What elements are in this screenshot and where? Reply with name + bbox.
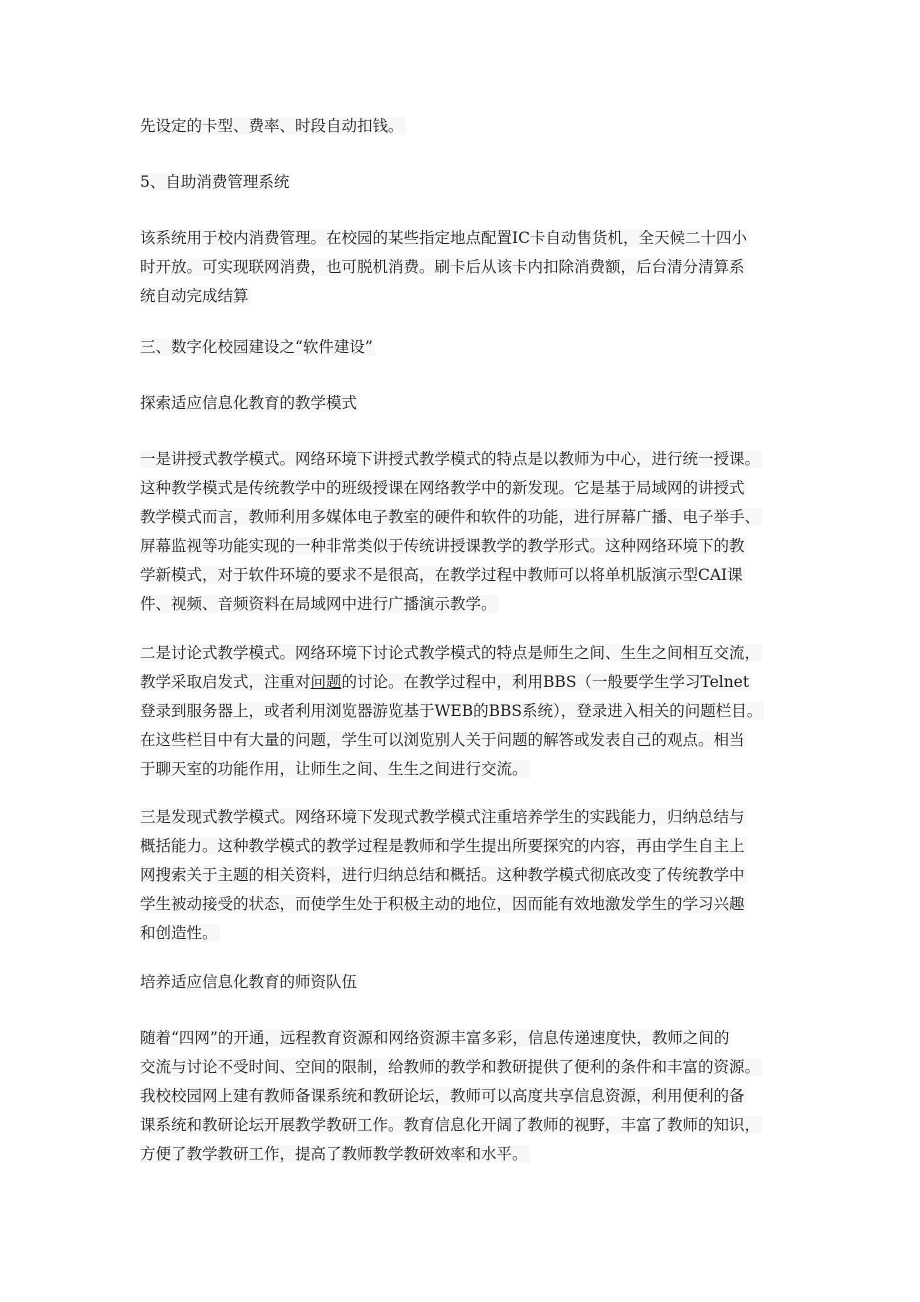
text-line: 学生被动接受的状态，而使学生处于积极主动的地位，因而能有效地激发学生的学习兴趣: [140, 895, 745, 913]
text-line: 在这些栏目中有大量的问题，学生可以浏览别人关于问题的解答或发表自己的观点。相当: [140, 731, 745, 749]
paragraph-teacher-team: [140, 1024, 800, 1169]
subheading-teacher-team: [140, 968, 800, 997]
text-line: 概括能力。这种教学模式的教学过程是教师和学生提出所要探究的内容，再由学生自主上: [140, 837, 745, 855]
paragraph-discussion-mode: [140, 639, 800, 784]
paragraph-self-service: [140, 224, 800, 311]
text-line: 方便了教学教研工作，提高了教师教学教研效率和水平。: [140, 1145, 528, 1163]
text-line: 随着“四网”的开通，远程教育资源和网络资源丰富多彩，信息传递速度快，教师之间的: [140, 1029, 730, 1047]
text-line: 时开放。可实现联网消费，也可脱机消费。刷卡后从该卡内扣除消费额，后台清分清算系: [140, 258, 745, 276]
problem-link[interactable]: 问题: [310, 673, 342, 691]
text-line: 屏幕监视等功能实现的一种非常类似于传统讲授课教学的教学形式。这种网络环境下的教: [140, 537, 745, 555]
text-line: 件、视频、音频资料在局域网中进行广播演示教学。: [140, 595, 497, 613]
text-line: [140, 673, 751, 691]
text-line: 探索适应信息化教育的教学模式: [140, 394, 358, 412]
text-line: 登录到服务器上，或者利用浏览器游览基于WEB的BBS系统），登录进入相关的问题栏目。: [140, 702, 763, 720]
paragraph-continuation: [140, 112, 800, 141]
text-line: 5、自助消费管理系统: [140, 173, 290, 191]
text-segment: 教学采取启发式，注重对: [140, 673, 311, 691]
chapter-heading-software: [140, 333, 800, 362]
text-line: 我校校园网上建有教师备课系统和教研论坛，教师可以高度共享信息资源，利用便利的备: [140, 1087, 745, 1105]
text-line: 培养适应信息化教育的师资队伍: [140, 973, 358, 991]
text-line: 学新模式，对于软件环境的要求不是很高，在教学过程中教师可以将单机版演示型CAI课: [140, 566, 743, 584]
text-line: 先设定的卡型、费率、时段自动扣钱。: [140, 117, 404, 135]
text-line: 课系统和教研论坛开展教学教研工作。教育信息化开阔了教师的视野，丰富了教师的知识，: [140, 1116, 761, 1134]
text-line: 于聊天室的功能作用，让师生之间、生生之间进行交流。: [140, 760, 528, 778]
text-line: 网搜索关于主题的相关资料，进行归纳总结和概括。这种教学模式彻底改变了传统教学中: [140, 866, 745, 884]
section-heading-self-service: [140, 168, 800, 197]
text-line: 二是讨论式教学模式。网络环境下讨论式教学模式的特点是师生之间、生生之间相互交流，: [140, 644, 761, 662]
text-line: 交流与讨论不受时间、空间的限制，给教师的教学和教研提供了便利的条件和丰富的资源。: [140, 1058, 761, 1076]
text-line: 三是发现式教学模式。网络环境下发现式教学模式注重培养学生的实践能力，归纳总结与: [140, 808, 745, 826]
text-line: 统自动完成结算: [140, 287, 249, 305]
paragraph-lecture-mode: [140, 445, 800, 619]
text-line: 这种教学模式是传统教学中的班级授课在网络教学中的新发现。它是基于局域网的讲授式: [140, 479, 745, 497]
text-line: 一是讲授式教学模式。网络环境下讲授式教学模式的特点是以教师为中心，进行统一授课。: [140, 450, 761, 468]
paragraph-discovery-mode: [140, 803, 800, 948]
text-line: 三、数字化校园建设之“软件建设”: [140, 338, 373, 356]
text-segment: 的讨论。在教学过程中，利用BBS（一般要学生学习Telnet: [341, 673, 750, 691]
subheading-teaching-modes: [140, 389, 800, 418]
text-line: 该系统用于校内消费管理。在校园的某些指定地点配置IC卡自动售货机，全天候二十四小: [140, 229, 747, 247]
text-line: 和创造性。: [140, 924, 218, 942]
text-line: 教学模式而言，教师利用多媒体电子教室的硬件和软件的功能，进行屏幕广播、电子举手、: [140, 508, 761, 526]
